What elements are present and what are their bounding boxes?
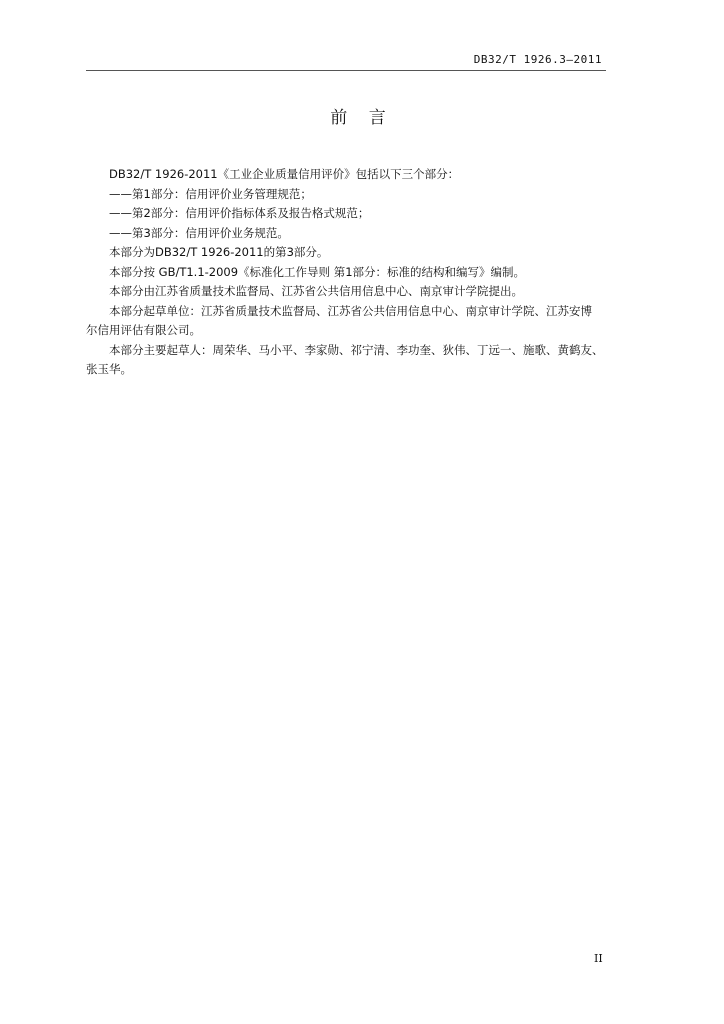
paragraph-part-3: ——第3部分：信用评价业务规范。 [109,225,289,240]
paragraph-drafting-units: 本部分起草单位：江苏省质量技术监督局、江苏省公共信用信息中心、南京审计学院、江苏安博 [109,303,592,318]
paragraph-part-1: ——第1部分：信用评价业务管理规范； [109,186,312,201]
paragraph-intro: DB32/T 1926-2011《工业企业质量信用评价》包括以下三个部分： [109,167,460,181]
paragraph-scope: 本部分为DB32/T 1926-2011的第3部分。 [109,245,329,259]
page-title: 前 言 [330,108,394,128]
paragraph-part-2: ——第2部分：信用评价指标体系及报告格式规范； [109,206,370,220]
paragraph-drafting-units-continued: 尔信用评估有限公司。 [86,323,201,337]
paragraph-drafting-rule: 本部分按 GB/T1.1-2009《标准化工作导则 第1部分：标准的结构和编写》编制。 [109,264,526,279]
paragraph-proposer: 本部分由江苏省质量技术监督局、江苏省公共信用信息中心、南京审计学院提出。 [109,284,523,298]
paragraph-drafters: 本部分主要起草人：周荣华、马小平、李家勋、祁宁清、李功奎、狄伟、丁远一、施歌、黄鹤友、 [109,342,604,357]
page-number: II [594,952,603,965]
header-divider [86,70,606,71]
paragraph-drafters-continued: 张玉华。 [86,362,132,376]
foreword-body [86,165,656,380]
standard-code: DB32/T 1926.3—2011 [473,53,602,66]
